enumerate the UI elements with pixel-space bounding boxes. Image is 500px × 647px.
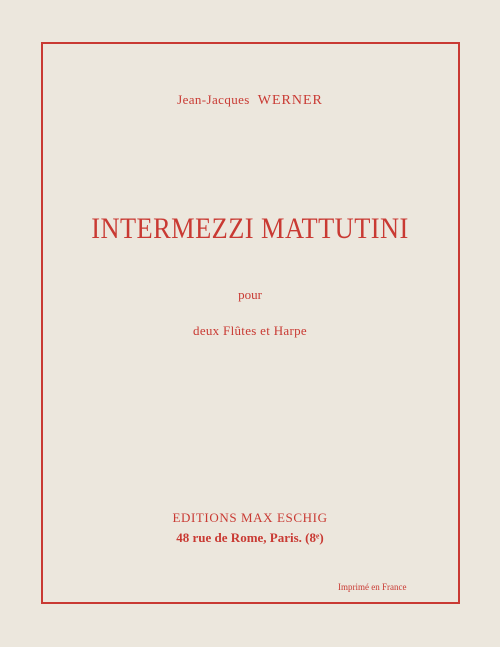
pour-label: pour [238,287,262,302]
work-title: INTERMEZZI MATTUTINI [91,212,409,245]
instrumentation: deux Flûtes et Harpe [193,323,307,338]
composer-given-name: Jean-Jacques [177,92,250,107]
publisher-address: 48 rue de Rome, Paris. (8ᵉ) [176,530,324,545]
imprint-note: Imprimé en France [338,582,407,592]
composer-surname: WERNER [257,93,323,108]
composer-name [0,92,500,109]
publisher-name: EDITIONS MAX ESCHIG [172,510,328,525]
